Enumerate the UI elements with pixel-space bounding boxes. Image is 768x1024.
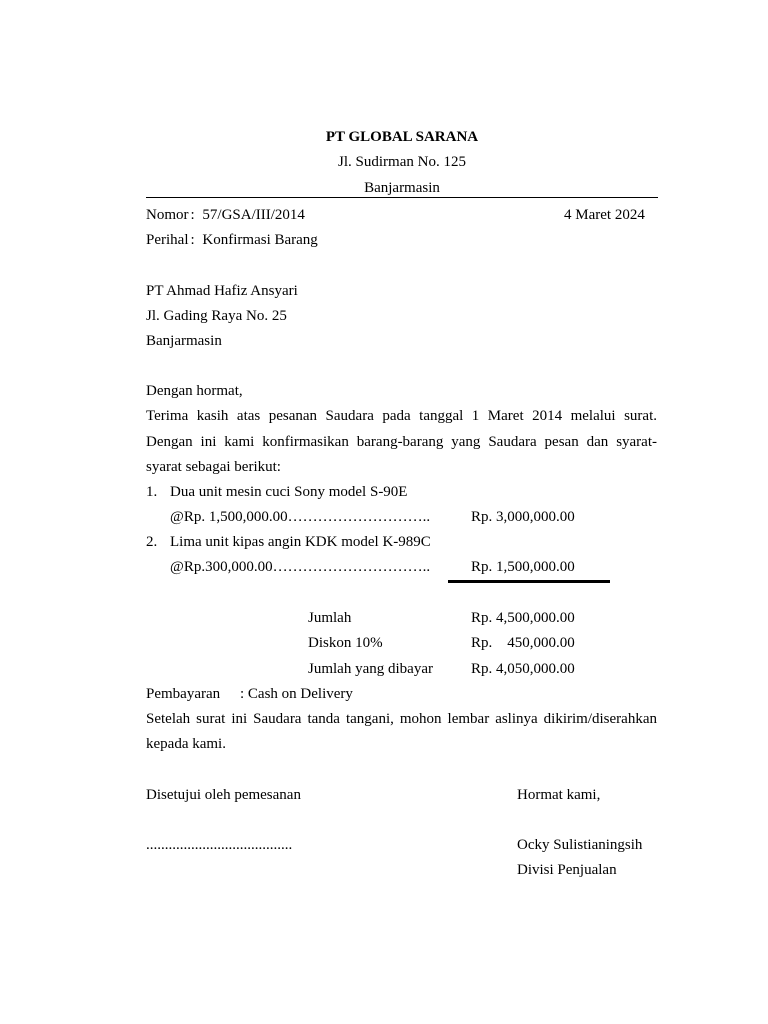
body-line-2: Dengan ini kami konfirmasikan barang-barang yang Saudara pesan dan syarat- — [146, 434, 657, 450]
signer-name: Ocky Sulistianingsih — [517, 837, 643, 853]
letterhead-divider — [146, 197, 658, 198]
diskon-value: Rp. 450,000.00 — [471, 635, 575, 651]
letter-date: 4 Maret 2024 — [564, 207, 645, 223]
item-2-number: 2. — [146, 534, 158, 550]
regards-label: Hormat kami, — [517, 787, 601, 803]
perihal-label: Perihal — [146, 232, 189, 248]
bayar-label: Jumlah yang dibayar — [308, 661, 433, 677]
jumlah-value: Rp. 4,500,000.00 — [471, 610, 575, 626]
body-line-3: syarat sebagai berikut: — [146, 459, 281, 475]
nomor-row: Nomor : 57/GSA/III/2014 — [146, 207, 305, 223]
item-1-total: Rp. 3,000,000.00 — [471, 509, 575, 525]
company-address: Jl. Sudirman No. 125 — [338, 154, 466, 170]
payment-value: : Cash on Delivery — [240, 686, 353, 702]
signer-title: Divisi Penjualan — [517, 862, 617, 878]
greeting: Dengan hormat, — [146, 383, 243, 399]
payment-label: Pembayaran — [146, 686, 221, 702]
item-1-unit-price: @Rp. 1,500,000.00……………………….. — [170, 509, 431, 525]
recipient-address: Jl. Gading Raya No. 25 — [146, 308, 287, 324]
item-2-description: Lima unit kipas angin KDK model K-989C — [170, 534, 431, 550]
closing-line-1: Setelah surat ini Saudara tanda tangani, mohon lembar aslinya dikirim/diserahkan — [146, 711, 657, 727]
item-2-total: Rp. 1,500,000.00 — [471, 559, 575, 575]
perihal-row: Perihal : Konfirmasi Barang — [146, 232, 318, 248]
signature-line: ....................................... — [146, 837, 293, 853]
company-city: Banjarmasin — [364, 180, 440, 196]
approved-by-label: Disetujui oleh pemesanan — [146, 787, 301, 803]
item-2-unit-price: @Rp.300,000.00………………………….. — [170, 559, 431, 575]
recipient-city: Banjarmasin — [146, 333, 222, 349]
item-1-description: Dua unit mesin cuci Sony model S-90E — [170, 484, 408, 500]
diskon-label: Diskon 10% — [308, 635, 383, 651]
company-name: PT GLOBAL SARANA — [325, 129, 479, 145]
recipient-name: PT Ahmad Hafiz Ansyari — [146, 283, 298, 299]
jumlah-label: Jumlah — [308, 610, 352, 626]
bayar-value: Rp. 4,050,000.00 — [471, 661, 575, 677]
sum-divider — [448, 580, 610, 583]
closing-line-2: kepada kami. — [146, 736, 226, 752]
perihal-value: Konfirmasi Barang — [202, 232, 318, 248]
body-line-1: Terima kasih atas pesanan Saudara pada tanggal 1 Maret 2014 melalui surat. — [146, 408, 657, 424]
nomor-label: Nomor — [146, 207, 189, 223]
nomor-value: 57/GSA/III/2014 — [202, 207, 305, 223]
item-1-number: 1. — [146, 484, 158, 500]
